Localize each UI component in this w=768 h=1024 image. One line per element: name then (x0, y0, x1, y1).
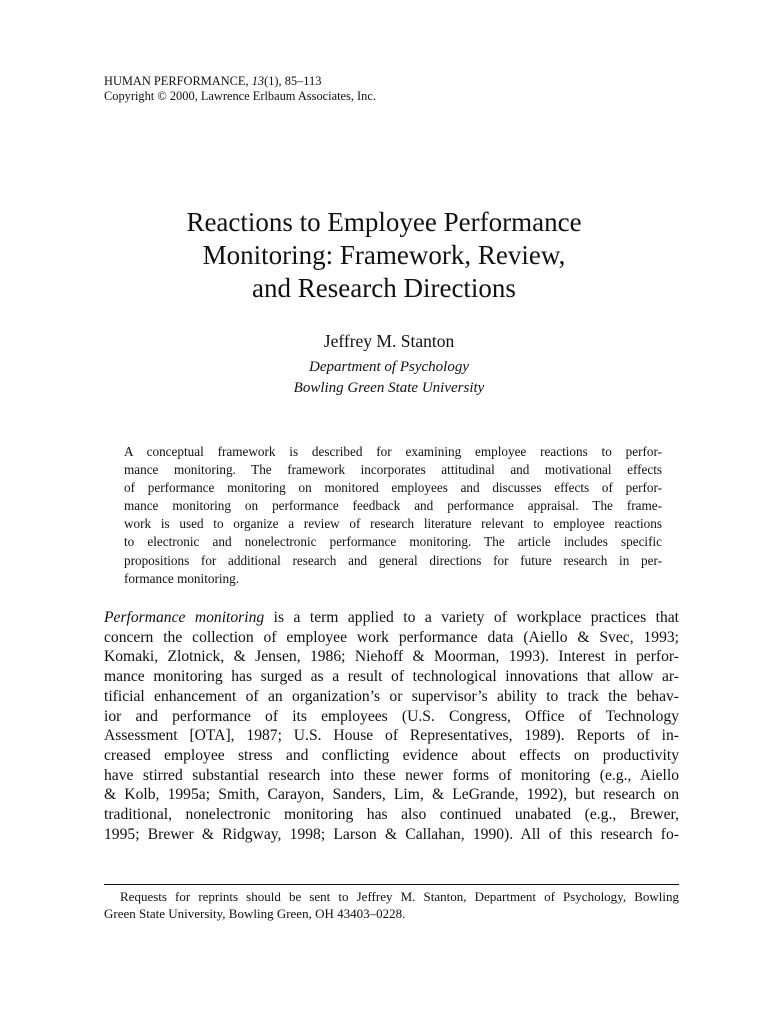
abstract-line: mance monitoring. The framework incorporates attitudinal and motivational effects (124, 462, 662, 478)
copyright-line: Copyright © 2000, Lawrence Erlbaum Associates, Inc. (104, 89, 376, 103)
footnote-line: Green State University, Bowling Green, OH 43403–0228. (104, 905, 406, 921)
body-line: Assessment [OTA], 1987; U.S. House of Representatives, 1989). Reports of in- (104, 727, 679, 745)
affiliation-university: Bowling Green State University (293, 380, 485, 396)
body-line: tificial enhancement of an organization’s or supervisor’s ability to track the behav- (104, 687, 679, 705)
paper-title (0, 206, 768, 305)
body-line: creased employee stress and conflicting evidence about effects on productivity (104, 746, 679, 764)
journal-issue-pages: (1), 85–113 (264, 74, 322, 88)
lead-term: Performance monitoring (104, 609, 265, 626)
abstract-line: work is used to organize a review of research literature relevant to employee reactions (124, 516, 662, 532)
footnote-line: Requests for reprints should be sent to Jeffrey M. Stanton, Department of Psychology, Bowling (120, 889, 679, 904)
body-line: & Kolb, 1995a; Smith, Carayon, Sanders, Lim, & LeGrande, 1992), but research on (104, 786, 679, 804)
abstract-line: of performance monitoring on monitored employees and discusses effects of perfor- (124, 480, 662, 496)
journal-volume: 13 (251, 74, 265, 88)
title-line: Monitoring: Framework, Review, (202, 240, 566, 270)
footnote (104, 889, 679, 922)
title-line: and Research Directions (252, 273, 516, 303)
body-line: concern the collection of employee work performance data (Aiello & Svec, 1993; (104, 628, 679, 646)
abstract-line: to electronic and nonelectronic performance monitoring. The article includes specific (124, 534, 662, 550)
journal-name: HUMAN PERFORMANCE, (104, 74, 252, 88)
author-name: Jeffrey M. Stanton (323, 331, 455, 351)
abstract-line: mance monitoring on performance feedback and performance appraisal. The frame- (124, 498, 662, 514)
journal-citation (104, 74, 376, 89)
abstract-line: propositions for additional research and general directions for future research in per- (124, 552, 662, 568)
body-paragraph (104, 608, 679, 844)
footnote-divider (104, 884, 679, 885)
journal-header (104, 74, 376, 104)
body-line (104, 608, 679, 628)
body-line: mance monitoring has surged as a result of technological innovations that allow ar- (104, 668, 679, 686)
affiliation-department: Department of Psychology (309, 359, 469, 375)
body-line-text: is a term applied to a variety of workplace practices that (264, 609, 680, 626)
abstract-line: A conceptual framework is described for examining employee reactions to perfor- (124, 444, 662, 459)
body-line: traditional, nonelectronic monitoring has also continued unabated (e.g., Brewer, (104, 806, 679, 824)
body-line: 1995; Brewer & Ridgway, 1998; Larson & Callahan, 1990). All of this research fo- (104, 825, 679, 843)
abstract-line: formance monitoring. (124, 570, 239, 586)
abstract (124, 443, 662, 588)
body-line: ior and performance of its employees (U.S. Congress, Office of Technology (104, 707, 679, 725)
title-line: Reactions to Employee Performance (186, 207, 582, 237)
body-line: have stirred substantial research into these newer forms of monitoring (e.g., Aiello (104, 766, 679, 784)
author-affiliation (0, 357, 768, 399)
body-line: Komaki, Zlotnick, & Jensen, 1986; Niehoff & Moorman, 1993). Interest in perfor- (104, 648, 679, 666)
